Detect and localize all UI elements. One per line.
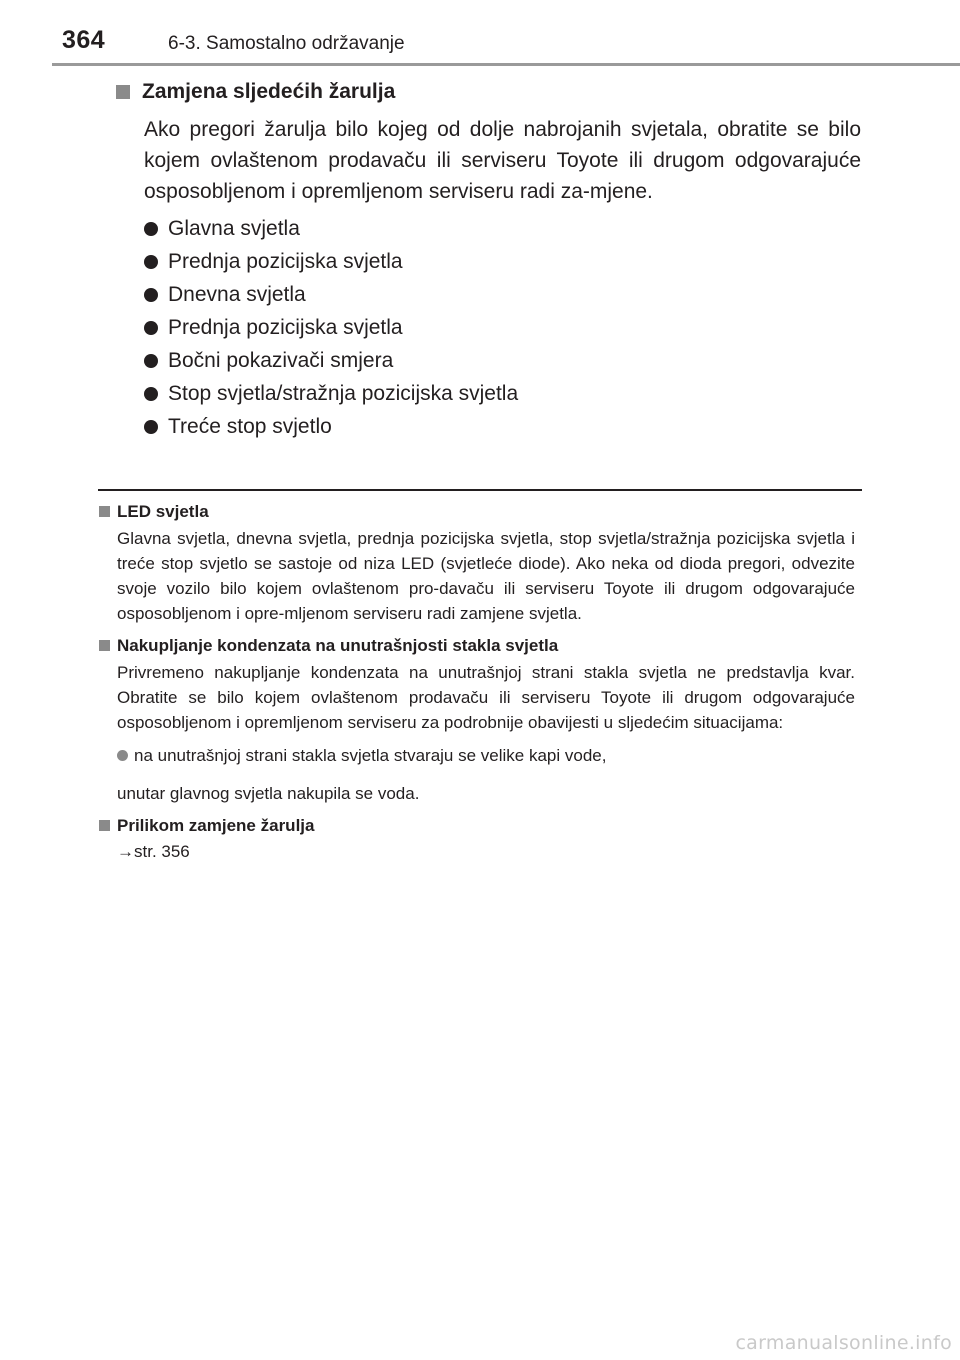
list-item: Prednja pozicijska svjetla bbox=[144, 250, 861, 274]
bullet-dot-icon bbox=[144, 387, 158, 401]
list-item: Bočni pokazivači smjera bbox=[144, 349, 861, 373]
note-bullet-item: na unutrašnjoj strani stakla svjetla stvaraju se velike kapi vode, bbox=[117, 744, 855, 768]
list-item: Treće stop svjetlo bbox=[144, 415, 861, 439]
list-item: Dnevna svjetla bbox=[144, 283, 861, 307]
notes-section bbox=[99, 500, 855, 872]
square-bullet-icon bbox=[99, 820, 110, 831]
main-section bbox=[116, 78, 861, 448]
bullet-dot-icon bbox=[117, 750, 128, 761]
note-body: Privremeno nakupljanje kondenzata na unutrašnjoj strani stakla svjetla ne predstavlja kvar. Obratite se bilo kojem ovlaštenom prodavaču ili serviseru Toyote ili drugom odgovarajuće osposobljenom i opremljenom serviseru za podrobnije obavijesti u sljedećim situacijama: bbox=[117, 663, 855, 732]
square-bullet-icon bbox=[116, 85, 130, 99]
main-section-heading-text: Zamjena sljedećih žarulja bbox=[142, 80, 396, 103]
bullet-dot-icon bbox=[144, 420, 158, 434]
main-section-body: Ako pregori žarulja bilo kojeg od dolje nabrojanih svjetala, obratite se bilo kojem ovlaštenom prodavaču ili serviseru Toyote ili drugom odgovarajuće osposobljenom i opremljenom serviseru radi za-mjene. bbox=[144, 118, 861, 203]
note-led bbox=[99, 500, 855, 626]
list-item: Prednja pozicijska svjetla bbox=[144, 316, 861, 340]
bullet-dot-icon bbox=[144, 288, 158, 302]
list-item: Stop svjetla/stražnja pozicijska svjetla bbox=[144, 382, 861, 406]
note-replacement bbox=[99, 814, 855, 864]
section-divider bbox=[98, 489, 862, 491]
bullet-dot-icon bbox=[144, 321, 158, 335]
header-rule bbox=[52, 63, 960, 66]
note-extra-text: unutar glavnog svjetla nakupila se voda. bbox=[117, 784, 420, 803]
bulb-list bbox=[144, 217, 861, 439]
page-reference-link[interactable]: →str. 356 bbox=[117, 842, 190, 861]
list-item: Glavna svjetla bbox=[144, 217, 861, 241]
page-header bbox=[62, 22, 862, 62]
square-bullet-icon bbox=[99, 640, 110, 651]
note-body: Glavna svjetla, dnevna svjetla, prednja pozicijska svjetla, stop svjetla/stražnja pozicijska svjetla i treće stop svjetlo se sastoje od niza LED (svjetleće diode). Ako neka od dioda pregori, odvezite svoje vozilo bilo kojem ovlaštenom pro-davaču ili serviseru Toyote ili drugom odgovarajuće osposobljenom i opre-mljenom serviseru radi zamjene svjetla. bbox=[117, 529, 855, 623]
bullet-dot-icon bbox=[144, 222, 158, 236]
square-bullet-icon bbox=[99, 506, 110, 517]
note-heading: LED svjetla bbox=[99, 500, 855, 524]
note-condensation bbox=[99, 634, 855, 806]
bullet-dot-icon bbox=[144, 354, 158, 368]
bullet-dot-icon bbox=[144, 255, 158, 269]
main-section-heading bbox=[116, 78, 861, 106]
watermark: carmanualsonline.info bbox=[735, 1332, 952, 1354]
note-heading: Nakupljanje kondenzata na unutrašnjosti stakla svjetla bbox=[99, 634, 855, 658]
note-heading: Prilikom zamjene žarulja bbox=[99, 814, 855, 838]
chapter-title: 6-3. Samostalno održavanje bbox=[168, 33, 405, 54]
page-number: 364 bbox=[62, 26, 106, 54]
